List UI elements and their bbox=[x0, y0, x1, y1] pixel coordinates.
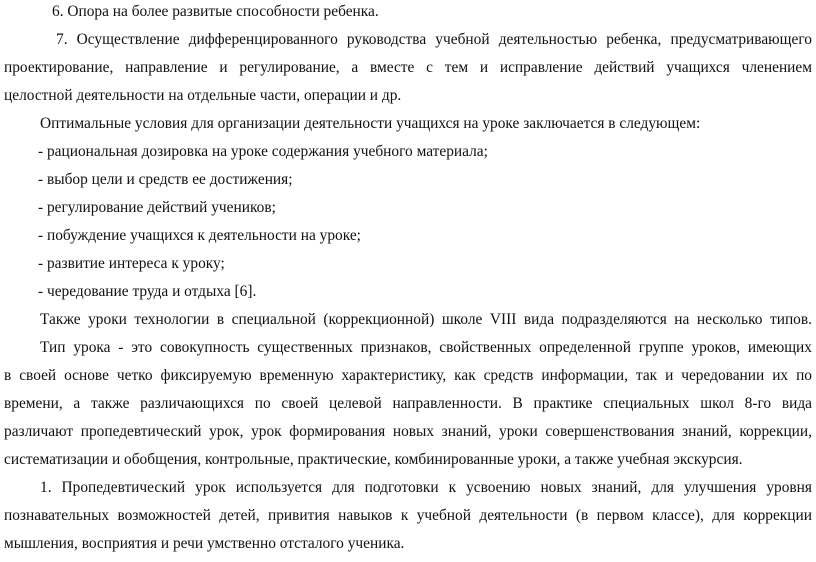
bullet-work-rest: - чередование труда и отдыха [6]. bbox=[38, 283, 257, 300]
bullet-regulation: - регулирование действий учеников; bbox=[38, 199, 276, 216]
paragraph-propaedeutic-line-3: мышления, восприятия и речи умственно отсталого ученика. bbox=[4, 535, 405, 552]
bullet-dosage: - рациональная дозировка на уроке содержания учебного материала; bbox=[38, 143, 488, 160]
list-item-7-line-1: 7. Осуществление дифференцированного руководства учебной деятельностью ребенка, предусматривающего bbox=[56, 31, 812, 48]
paragraph-lesson-type-definition-line-3: времени, а также различающихся по своей целевой направленности. В практике специальных школ 8-го вида bbox=[4, 395, 812, 412]
paragraph-lesson-types: Также уроки технологии в специальной (коррекционной) школе VIII вида подразделяются на несколько типов. bbox=[40, 311, 812, 328]
paragraph-propaedeutic-line-2: познавательных возможностей детей, привития навыков к учебной деятельности (в первом классе), для коррекции bbox=[4, 507, 812, 524]
bullet-goal: - выбор цели и средств ее достижения; bbox=[38, 171, 293, 188]
list-item-6: 6. Опора на более развитые способности ребенка. bbox=[52, 3, 379, 20]
bullet-interest: - развитие интереса к уроку; bbox=[38, 255, 225, 272]
paragraph-optimal-conditions: Оптимальные условия для организации деятельности учащихся на уроке заключается в следующем: bbox=[40, 115, 701, 132]
paragraph-propaedeutic-line-1: 1. Пропедевтический урок используется для подготовки к усвоению новых знаний, для улучшения уровня bbox=[40, 479, 812, 496]
list-item-7-line-2: проектирование, направление и регулирование, а вместе с тем и исправление действий учащихся членением bbox=[4, 59, 812, 76]
paragraph-lesson-type-definition-line-1: Тип урока - это совокупность существенных признаков, свойственных определенной группе уроков, имеющих bbox=[40, 339, 812, 356]
bullet-motivation: - побуждение учащихся к деятельности на уроке; bbox=[38, 227, 361, 244]
paragraph-lesson-type-definition-line-2: в своей основе четко фиксируемую временную характеристику, как средств информации, так и чередовании их по bbox=[4, 367, 812, 384]
paragraph-lesson-type-definition-line-5: систематизации и обобщения, контрольные, практические, комбинированные уроки, а также учебная экскурсия. bbox=[4, 451, 743, 468]
paragraph-lesson-type-definition-line-4: различают пропедевтический урок, урок формирования новых знаний, уроки совершенствования знаний, коррекции, bbox=[4, 423, 812, 440]
list-item-7-line-3: целостной деятельности на отдельные части, операции и др. bbox=[4, 87, 402, 104]
